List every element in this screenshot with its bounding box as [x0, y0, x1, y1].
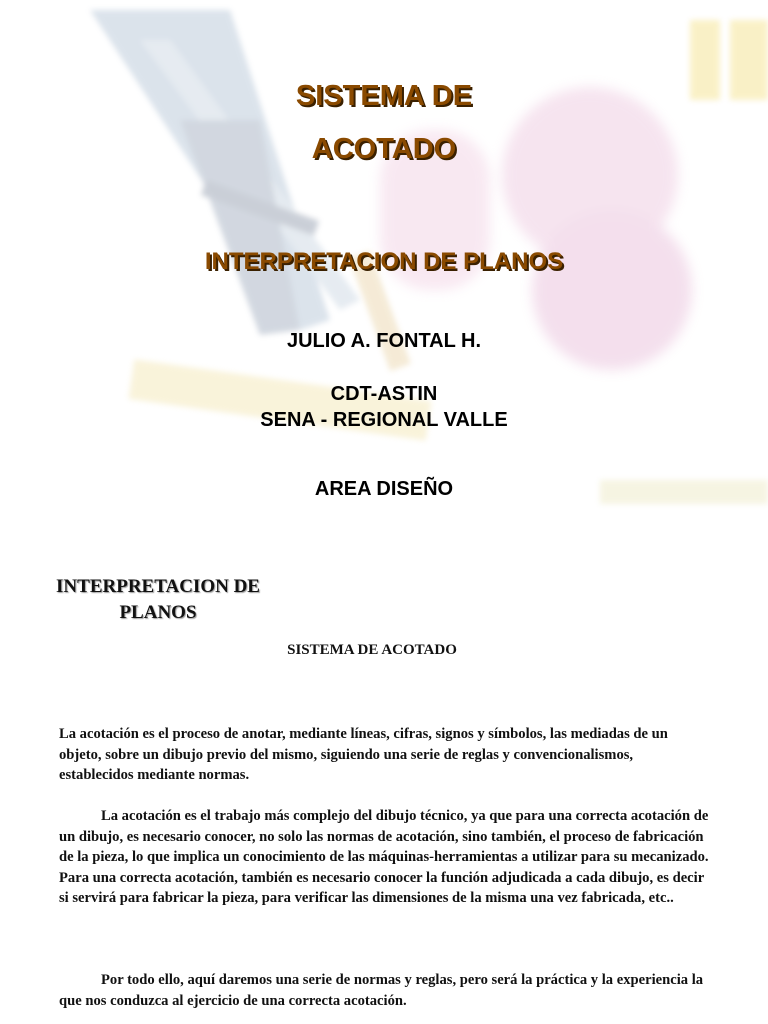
slide-regional: SENA - REGIONAL VALLE	[260, 409, 508, 431]
document-heading-line-2: PLANOS	[119, 602, 197, 623]
paragraph-2: La acotación es el trabajo más complejo del dibujo técnico, ya que para una correcta acotación de un dibujo, es necesario conocer, no solo las normas de acotación, sino también, el proceso de fabricación de la pieza, lo que implica un conocimiento de las máquinas-herramientas a utilizar para su mecanizado. Para una correcta acotación, también es necesario conocer la función adjudicada a cada dibujo, es decir si servirá para fabricar la pieza, para verificar las dimensiones de la misma una vez fabricada, etc..	[59, 808, 709, 907]
paragraph-1: La acotación es el proceso de anotar, mediante líneas, cifras, signos y símbolos, las mediadas de un objeto, sobre un dibujo previo del mismo, siguiendo una serie de reglas y convencionalismos, establecidos mediante normas.	[59, 726, 668, 784]
compass-decoration	[90, 10, 360, 335]
slide-area: AREA DISEÑO	[314, 478, 454, 500]
paragraph-3: Por todo ello, aquí daremos una serie de normas y reglas, pero será la práctica y la experiencia la que nos conduzca al ejercicio de una correcta acotación.	[59, 972, 704, 1009]
slide-title-line-1: SISTEMA DE	[295, 80, 473, 112]
document-subheading: SISTEMA DE ACOTADO	[287, 642, 457, 658]
slide-title-line-2: ACOTADO	[311, 133, 457, 165]
slide-author: JULIO A. FONTAL H.	[286, 330, 482, 352]
slide-subtitle: INTERPRETACION DE PLANOS	[204, 248, 564, 275]
pink-shape-decoration	[380, 87, 692, 370]
document-heading-line-1: INTERPRETACION DE	[56, 576, 260, 597]
slide-center: CDT-ASTIN	[330, 383, 438, 405]
document-heading	[38, 574, 278, 626]
